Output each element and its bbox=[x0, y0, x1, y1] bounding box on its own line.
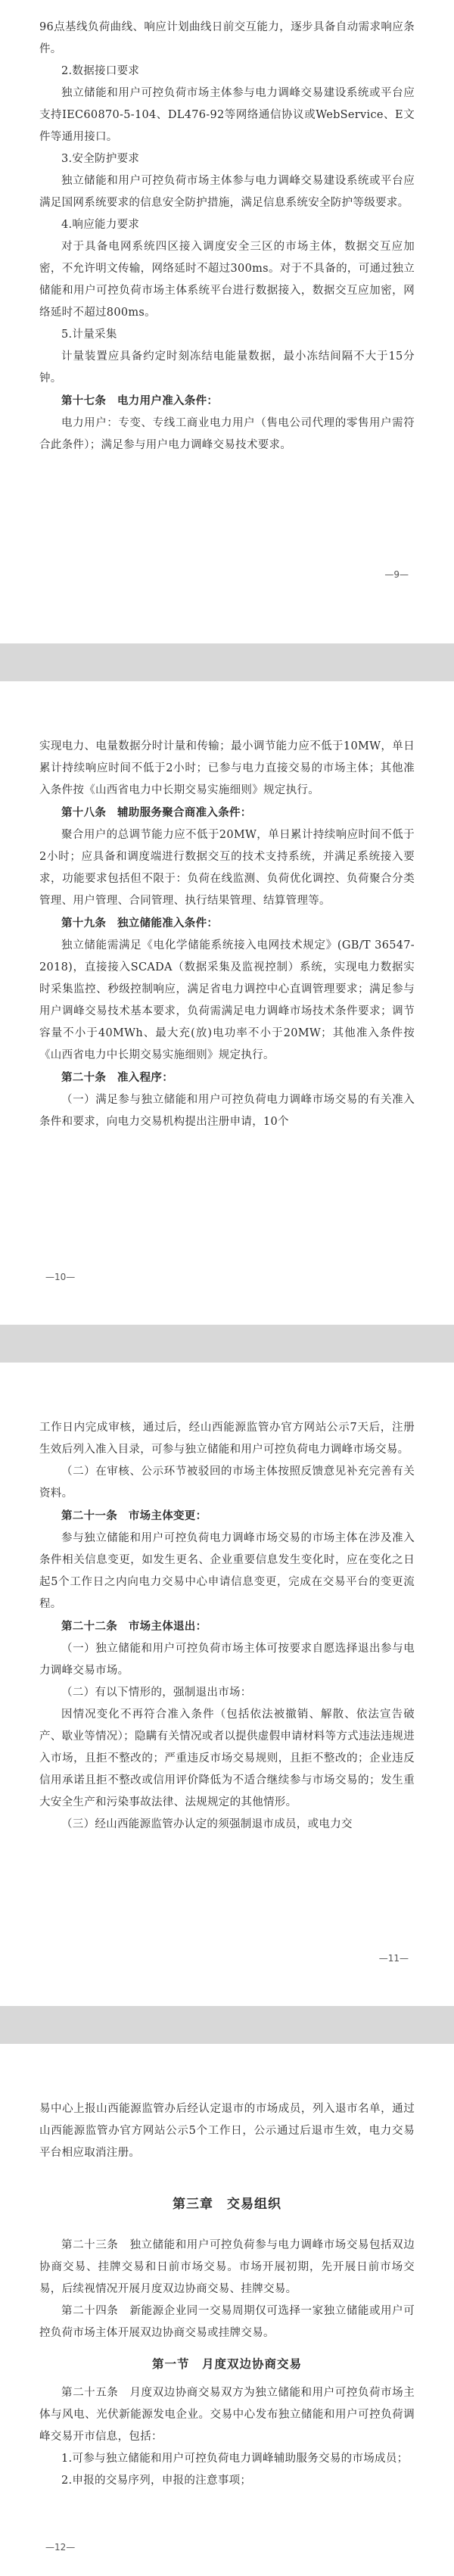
body-paragraph: 易中心上报山西能源监管办后经认定退市的市场成员，列入退市名单，通过山西能源监管办官方网站公示5个工作日，公示通过后退市生效，电力交易平台相应取消注册。 bbox=[39, 2103, 415, 2159]
subheading: 2.数据接口要求 bbox=[61, 65, 140, 77]
article-heading: 第十九条 独立储能准入条件： bbox=[61, 917, 219, 930]
page-number: —9— bbox=[384, 569, 409, 580]
article-heading: 第十七条 电力用户准入条件： bbox=[61, 394, 219, 407]
document-page-11 bbox=[0, 1363, 454, 2006]
body-paragraph: （三）经山西能源监管办认定的须强制退市成员，或电力交 bbox=[61, 1818, 353, 1830]
body-paragraph: 因情况变化不再符合准入条件（包括依法被撤销、解散、依法宣告破产、歇业等情况）；隐瞒有关情况或者以提供虚假申请材料等方式违法违规进入市场，且拒不整改的；严重违反市场交易规则，且拒不整改的；企业违反信用承诺且拒不整改或信用评价降低为不适合继续参与市场交易的；发生重大安全生产和污染事故法律、法规规定的其他情形。 bbox=[39, 1709, 415, 1808]
subheading: 3.安全防护要求 bbox=[61, 153, 140, 165]
body-paragraph: 工作日内完成审核，通过后，经山西能源监管办官方网站公示7天后，注册生效后列入准入目录，可参与独立储能和用户可控负荷电力调峰市场交易。 bbox=[39, 1422, 415, 1456]
document-page-9 bbox=[0, 0, 454, 643]
body-paragraph: 第二十五条 月度双边协商交易双方为独立储能和用户可控负荷市场主体与风电、光伏新能源发电企业。交易中心发布独立储能和用户可控负荷调峰交易开市信息，包括： bbox=[39, 2387, 415, 2443]
subheading: 4.响应能力要求 bbox=[61, 219, 140, 231]
document-page-10 bbox=[0, 681, 454, 1325]
body-paragraph: 第二十三条 独立储能和用户可控负荷参与电力调峰市场交易包括双边协商交易、挂牌交易和日前市场交易。市场开展初期，先开展日前市场交易，后续视情况开展月度双边协商交易、挂牌交易。 bbox=[39, 2239, 415, 2295]
body-paragraph: 独立储能和用户可控负荷市场主体参与电力调峰交易建设系统或平台应满足国网系统要求的信息安全防护措施，满足信息系统安全防护等级要求。 bbox=[39, 175, 415, 209]
page-number: —11— bbox=[378, 1953, 409, 1964]
body-paragraph: 1.可参与独立储能和用户可控负荷电力调峰辅助服务交易的市场成员； bbox=[61, 2453, 409, 2465]
document-page-12 bbox=[0, 2044, 454, 2576]
article-heading: 第二十一条 市场主体变更： bbox=[61, 1509, 207, 1522]
body-paragraph: 独立储能和用户可控负荷市场主体参与电力调峰交易建设系统或平台应支持IEC60870-5-104、DL476-92等网络通信协议或WebService、E文件等通用接口。 bbox=[39, 87, 415, 143]
body-paragraph: 2.申报的交易序列，申报的注意事项； bbox=[61, 2475, 252, 2487]
body-paragraph: （一）满足参与独立储能和用户可控负荷电力调峰市场交易的有关准入条件和要求，向电力交易机构提出注册申请，10个 bbox=[39, 1094, 415, 1128]
body-paragraph: （二）在审核、公示环节被驳回的市场主体按照反馈意见补充完善有关资料。 bbox=[39, 1466, 415, 1500]
body-paragraph: 参与独立储能和用户可控负荷电力调峰市场交易的市场主体在涉及准入条件相关信息变更，如发生更名、企业重要信息发生变化时，应在变化之日起5个工作日之内向电力交易中心申请信息变更，完成在交易平台的变更流程。 bbox=[39, 1532, 415, 1610]
article-heading: 第二十条 准入程序： bbox=[61, 1071, 173, 1084]
body-paragraph: 聚合用户的总调节能力应不低于20MW，单日累计持续响应时间不低于2小时；应具备和调度端进行数据交互的技术支持系统，并满足系统接入要求，功能要求包括但不限于：负荷在线监测、负荷优化调控、负荷聚合分类管理、用户管理、合同管理、执行结果管理、结算管理等。 bbox=[39, 829, 415, 907]
body-paragraph: 96点基线负荷曲线、响应计划曲线日前交互能力，逐步具备自动需求响应条件。 bbox=[39, 21, 415, 55]
body-paragraph: 实现电力、电量数据分时计量和传输；最小调节能力应不低于10MW，单日累计持续响应时间不低于2小时；已参与电力直接交易的市场主体；其他准入条件按《山西省电力中长期交易实施细则》规定执行。 bbox=[39, 740, 415, 796]
body-paragraph: 计量装置应具备约定时刻冻结电能量数据，最小冻结间隔不大于15分钟。 bbox=[39, 350, 415, 385]
section-heading: 第一节 月度双边协商交易 bbox=[151, 2357, 302, 2371]
body-paragraph: 第二十四条 新能源企业同一交易周期仅可选择一家独立储能或用户可控负荷市场主体开展双边协商交易或挂牌交易。 bbox=[39, 2305, 415, 2339]
body-paragraph: 电力用户：专变、专线工商业电力用户（售电公司代理的零售用户需符合此条件）；满足参与用户电力调峰交易技术要求。 bbox=[39, 417, 415, 451]
page-number: —10— bbox=[45, 1272, 76, 1282]
body-paragraph: 独立储能需满足《电化学储能系统接入电网技术规定》(GB/T 36547-2018)，直接接入SCADA（数据采集及监视控制）系统，实现电力数据实时采集监控、秒级控制响应，满足省电力调控中心直调管理要求；满足参与用户调峰交易技术基本要求，负荷需满足电力调峰市场技术条件要求；调节容量不小于40MWh、最大充(放)电功率不小于20MW；其他准入条件按《山西省电力中长期交易实施细则》规定执行。 bbox=[39, 939, 415, 1061]
chapter-heading: 第三章 交易组织 bbox=[173, 2197, 281, 2212]
article-heading: 第十八条 辅助服务聚合商准入条件： bbox=[61, 806, 252, 819]
page-number: —12— bbox=[45, 2542, 76, 2553]
body-paragraph: （二）有以下情形的，强制退出市场： bbox=[61, 1687, 252, 1699]
body-paragraph: （一）独立储能和用户可控负荷市场主体可按要求自愿选择退出参与电力调峰交易市场。 bbox=[39, 1643, 415, 1677]
body-paragraph: 对于具备电网系统四区接入调度安全三区的市场主体，数据交互应加密，不允许明文传输，网络延时不超过300ms。对于不具备的，可通过独立储能和用户可控负荷市场主体系统平台进行数据接入，数据交互应加密，网络延时不超过800ms。 bbox=[39, 241, 415, 319]
subheading: 5.计量采集 bbox=[61, 329, 117, 341]
article-heading: 第二十二条 市场主体退出： bbox=[61, 1620, 207, 1633]
